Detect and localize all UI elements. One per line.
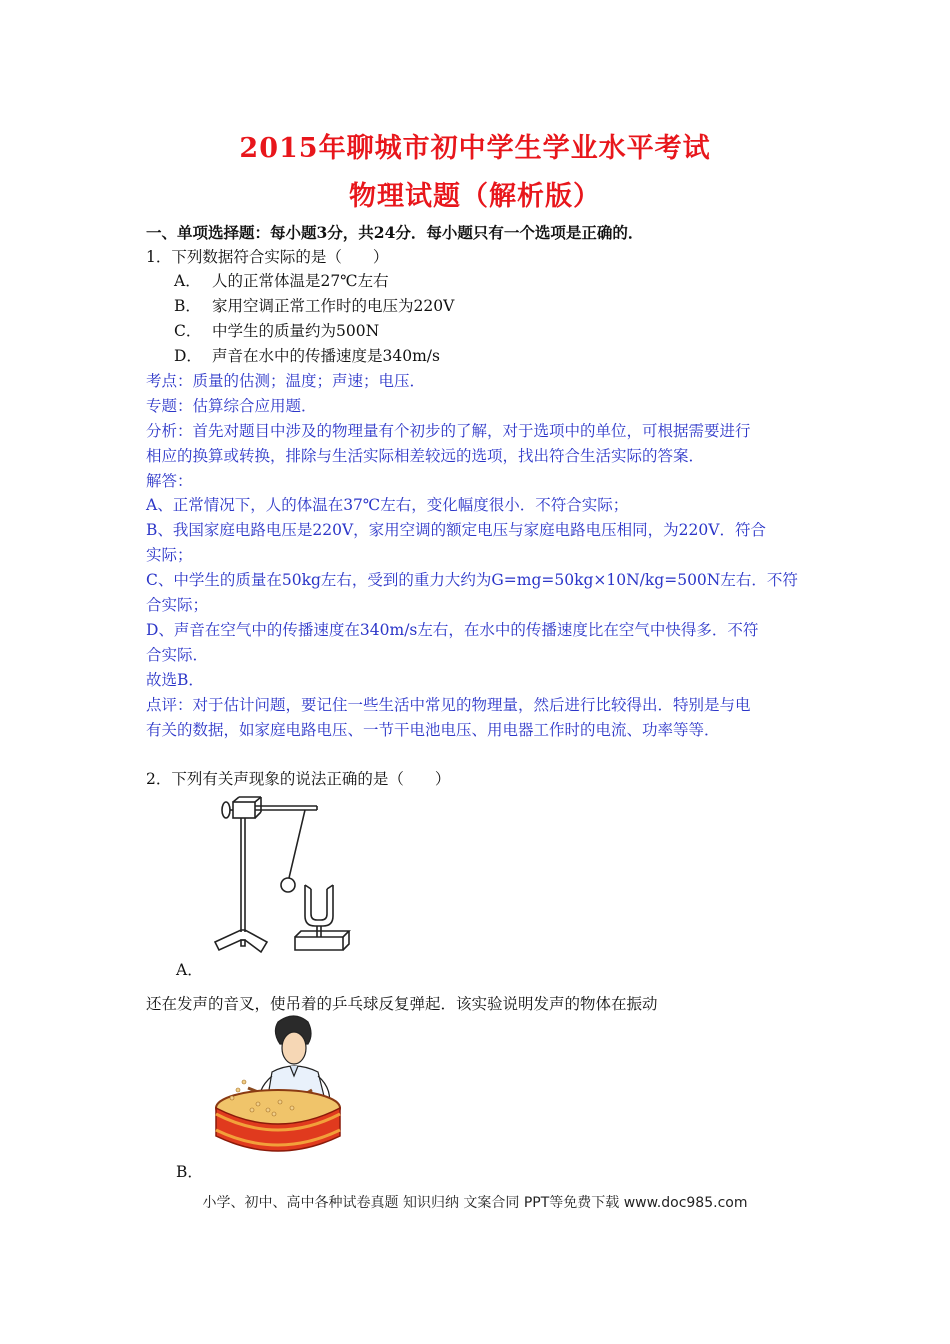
option-text: 家用空调正常工作时的电压为220V [212,297,455,315]
comment-line2: 有关的数据，如家庭电路电压、一节干电池电压、用电器工作时的电流、功率等等． [146,721,720,739]
document-subtitle: 物理试题（解析版） [349,181,601,212]
answer: 故选B． [146,671,204,689]
option-text: 中学生的质量约为500N [212,322,380,340]
analysis-jieda: 解答： [146,472,193,490]
option-label: A． [174,272,201,290]
comment-line1: 点评：对于估计问题，要记住一些生活中常见的物理量，然后进行比较得出．特别是与电 [146,696,751,714]
drum-player-figure [208,1010,358,1162]
question-1-option-a [174,269,389,291]
section-heading: 一、单项选择题：每小题3分，共24分．每小题只有一个选项是正确的． [146,223,644,242]
tuning-fork-pendulum-figure [205,792,355,962]
question-1-option-d [174,344,440,366]
question-1-option-c [174,319,379,341]
option-text: 声音在水中的传播速度是340m/s [212,347,440,365]
option-b-label: B． [176,1163,203,1181]
analysis-fenxi-line2: 相应的换算或转换，排除与生活实际相差较远的选项，找出符合生活实际的答案． [146,447,705,465]
option-label: B． [174,297,201,315]
question-2-stem: 2．下列有关声现象的说法正确的是（ ） [146,770,451,788]
question-1-stem: 1．下列数据符合实际的是（ ） [146,248,389,266]
analysis-fenxi-line1: 分析：首先对题目中涉及的物理量有个初步的了解，对于选项中的单位，可根据需要进行 [146,422,751,440]
solution-a: A、正常情况下，人的体温在37℃左右，变化幅度很小．不符合实际； [146,496,629,514]
solution-b-line1: B、我国家庭电路电压是220V，家用空调的额定电压与家庭电路电压相同，为220V．符合 [146,521,766,539]
solution-c-line1: C、中学生的质量在50kg左右，受到的重力大约为G=mg=50kg×10N/kg=500N左右．不符 [146,571,798,589]
option-text: 人的正常体温是27℃左右 [212,272,389,290]
document-title: 2015年聊城市初中学生学业水平考试 [239,133,711,164]
option-label: C． [174,322,202,340]
solution-b-line2: 实际； [146,546,193,564]
question-1-option-b [174,294,454,316]
option-label: D． [174,347,202,365]
option-a-label: A． [176,961,203,979]
solution-d-line1: D、声音在空气中的传播速度在340m/s左右，在水中的传播速度比在空气中快得多．不符 [146,621,759,639]
analysis-kaodian: 考点：质量的估测；温度；声速；电压． [146,372,426,390]
solution-c-line2: 合实际； [146,596,209,614]
solution-d-line2: 合实际． [146,646,209,664]
page-footer: 小学、初中、高中各种试卷真题 知识归纳 文案合同 PPT等免费下载 www.doc985.com [202,1195,748,1211]
option-a-text: 还在发声的音叉，使吊着的乒乓球反复弹起．该实验说明发声的物体在振动 [146,995,658,1013]
analysis-zhuanti: 专题：估算综合应用题． [146,397,317,415]
